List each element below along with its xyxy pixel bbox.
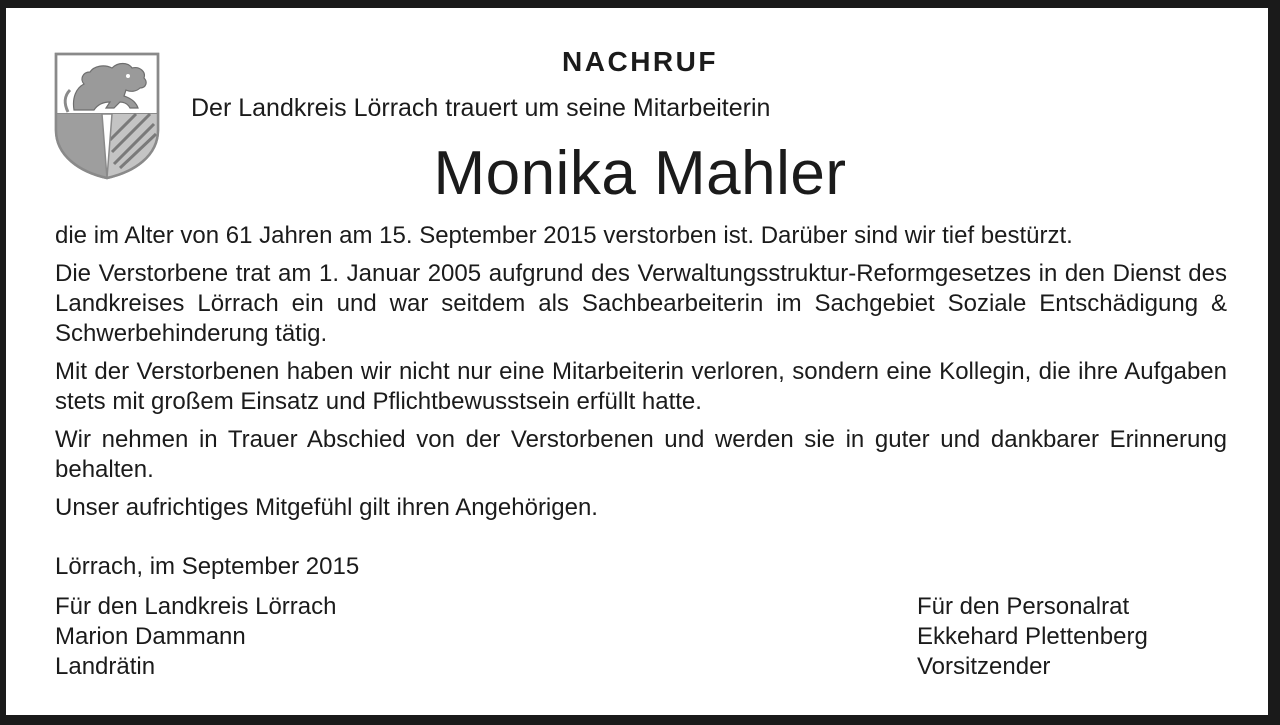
deceased-name: Monika Mahler [433, 139, 847, 208]
notice-body [55, 221, 1227, 531]
paragraph: Mit der Verstorbenen haben wir nicht nur eine Mitarbeiterin verloren, sondern eine Kollegin, die ihre Aufgaben stets mit großem Einsatz und Pflichtbewusstsein erfüllt hatte. [55, 358, 1227, 415]
signature-line: Landrätin [55, 653, 156, 680]
notice-heading: NACHRUF [562, 46, 718, 77]
paragraph: die im Alter von 61 Jahren am 15. September 2015 verstorben ist. Darüber sind wir tief bestürzt. [55, 222, 1073, 249]
signature-line: Für den Landkreis Lörrach [55, 593, 337, 620]
notice-subheading: Der Landkreis Lörrach trauert um seine Mitarbeiterin [191, 94, 771, 122]
obituary-notice [6, 8, 1268, 715]
signature-block-right [917, 592, 1148, 682]
signature-line: Marion Dammann [55, 623, 246, 650]
signature-line: Ekkehard Plettenberg [917, 623, 1148, 650]
paragraph: Wir nehmen in Trauer Abschied von der Verstorbenen und werden sie in guter und dankbarer Erinnerung behalten. [55, 426, 1227, 483]
signature-line: Vorsitzender [917, 653, 1051, 680]
signature-block-left [55, 592, 336, 682]
paragraph: Die Verstorbene trat am 1. Januar 2005 aufgrund des Verwaltungsstruktur-Reformgesetzes in den Dienst des Landkreises Lörrach ein und war seitdem als Sachbearbeiterin im Sachgebiet Soziale Entschädigung & Schwerbehinderung tätig. [55, 260, 1227, 347]
place-date: Lörrach, im September 2015 [55, 553, 360, 580]
paragraph: Unser aufrichtiges Mitgefühl gilt ihren Angehörigen. [55, 494, 598, 521]
signature-line: Für den Personalrat [917, 593, 1130, 620]
